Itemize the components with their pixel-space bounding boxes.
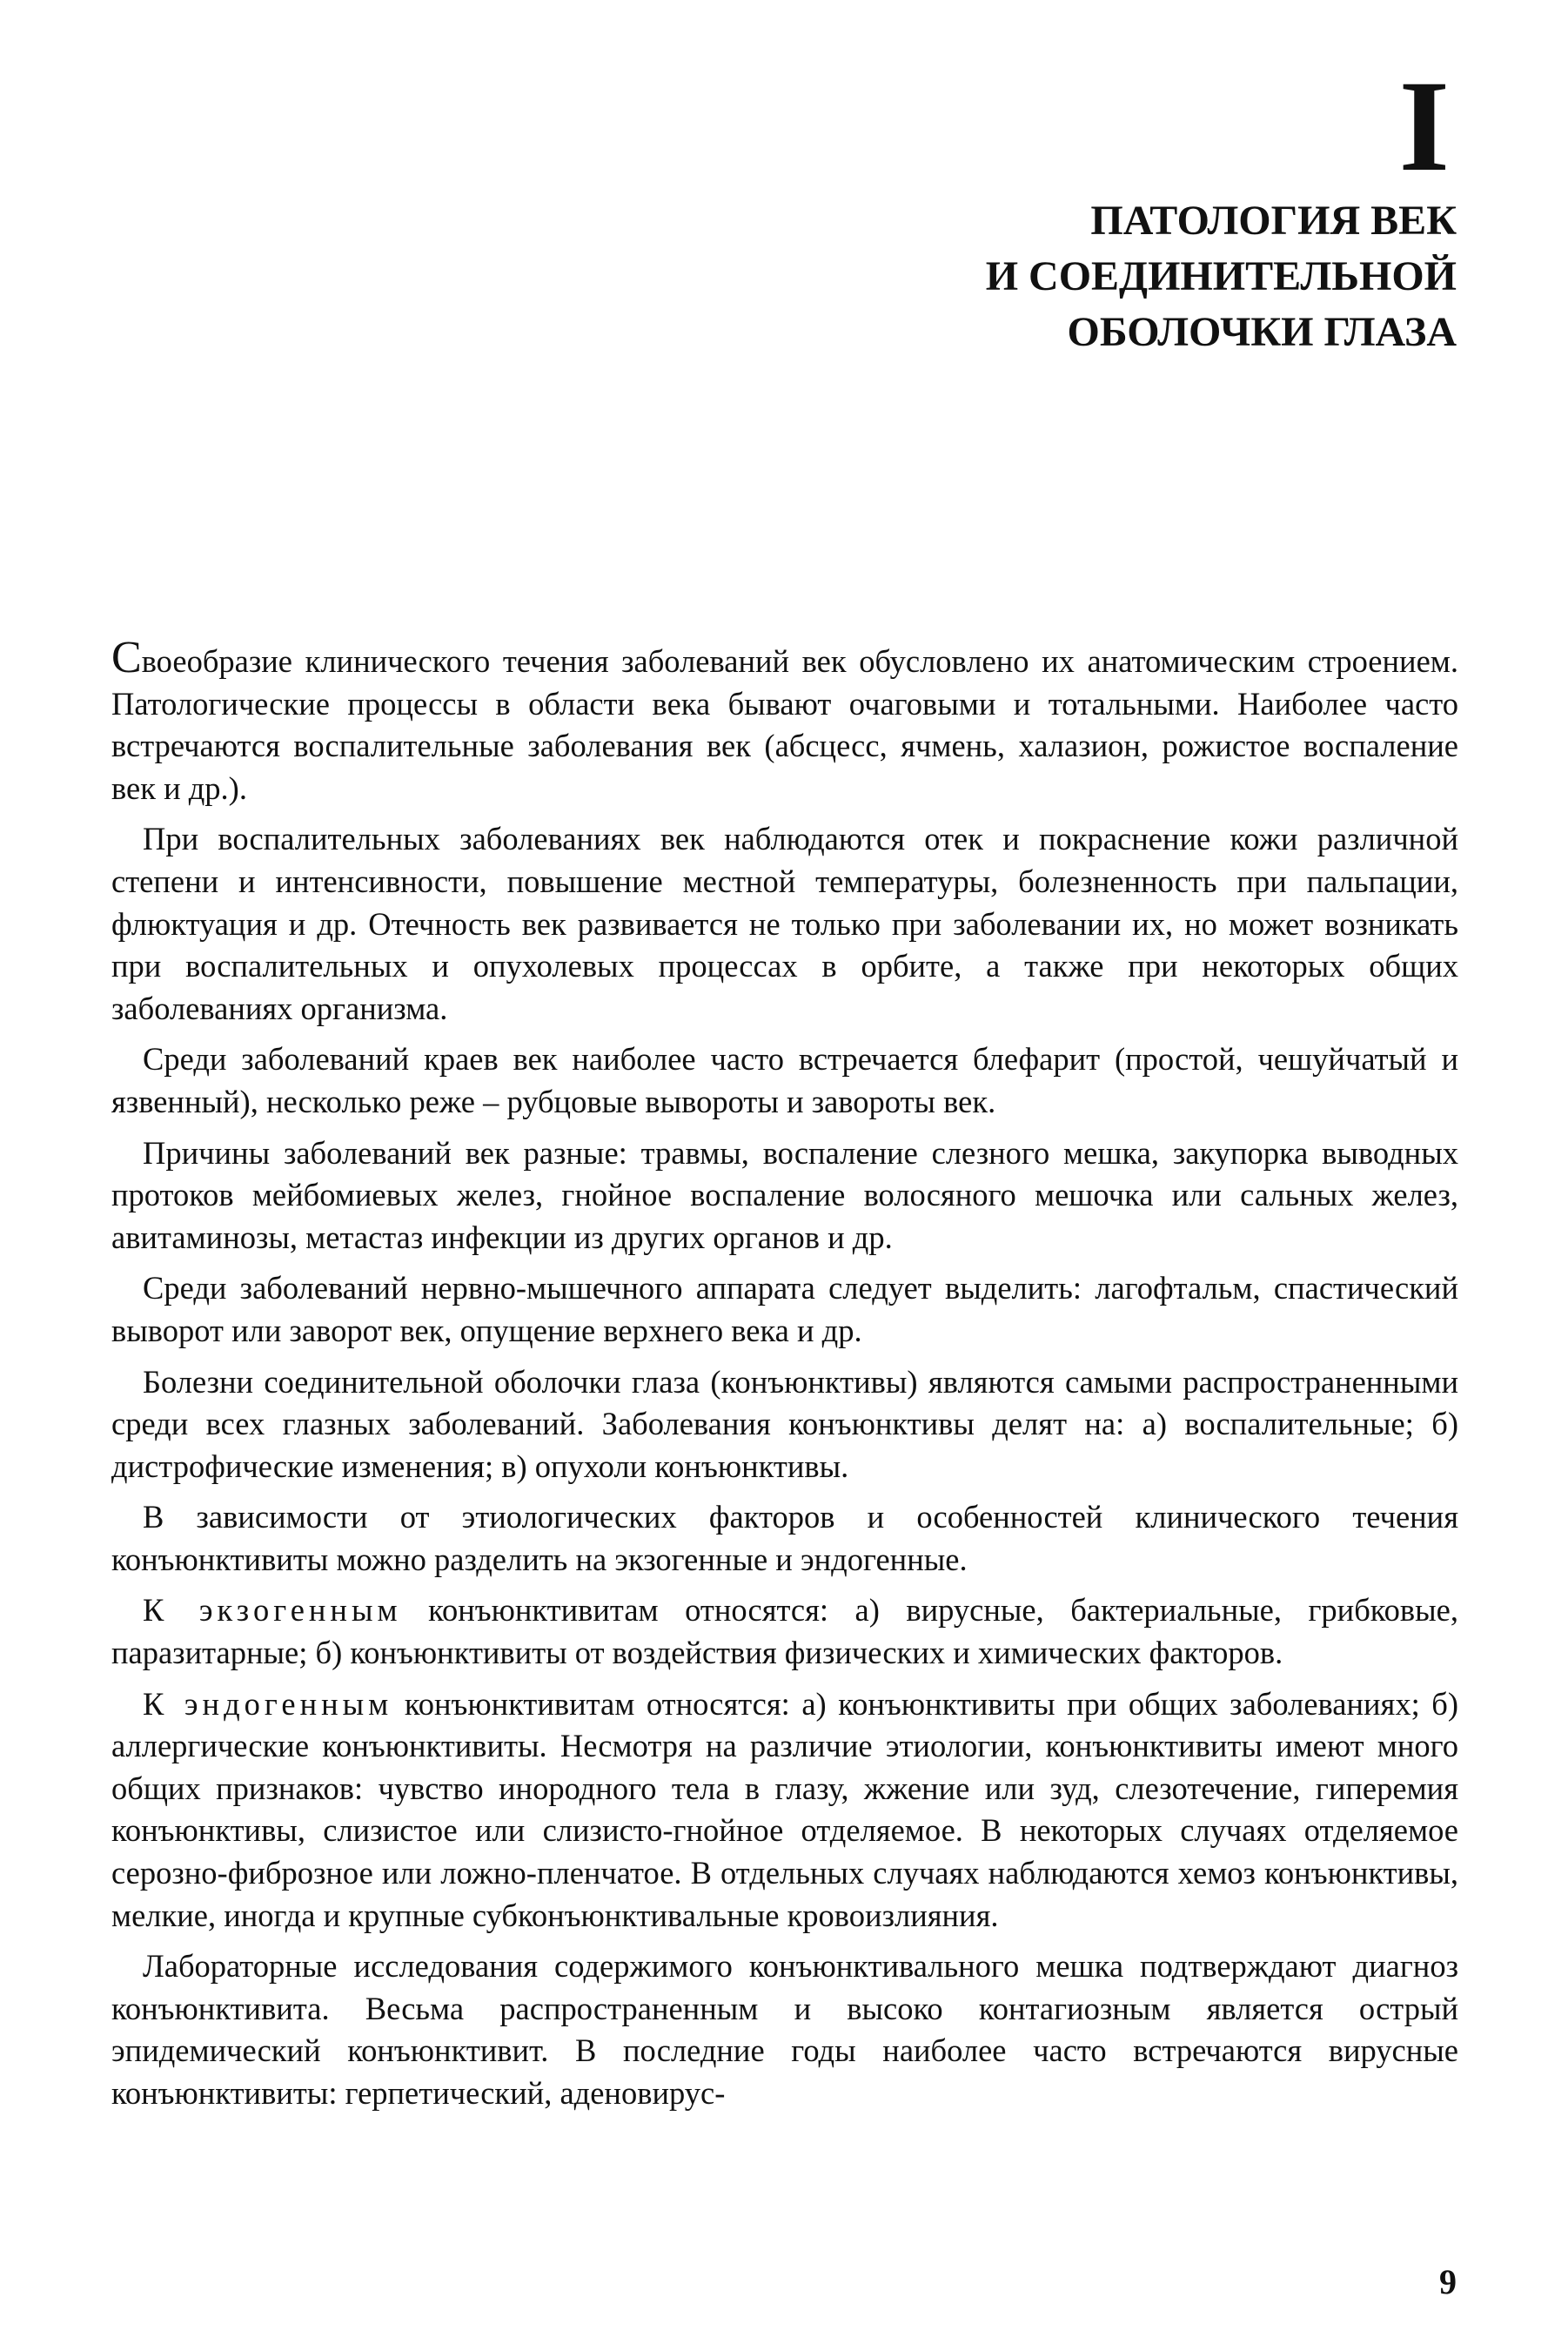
paragraph-text: Болезни соединительной оболочки глаза (конъюнктивы) являются самыми распространенными среди всех глазных заболеваний. Заболевания конъюнктивы делят на: а) воспалительные; б) дистрофические изменения; в) опухоли конъюнктивы. <box>111 1363 1458 1484</box>
paragraph-text: Лабораторные исследования содержимого конъюнктивального мешка подтверждают диагноз конъюнктивита. Весьма распространенным и высоко контагиозным является острый эпидемический конъюнктивит. В последние годы наиболее часто встречаются вирусные конъюнктивиты: герпетический, аденовирус- <box>111 1948 1458 2111</box>
chapter-title-line: ОБОЛОЧКИ ГЛАЗА <box>1067 309 1457 355</box>
chapter-title-line: ПАТОЛОГИЯ ВЕК <box>1090 198 1457 244</box>
paragraph <box>111 818 1458 1030</box>
paragraph-text: Среди заболеваний краев век наиболее часто встречается блефарит (простой, чешуйчатый и язвенный), несколько реже – рубцовые вывороты и завороты век. <box>111 1041 1458 1119</box>
paragraph-text: конъюнктивитам относятся: а) конъюнктивиты при общих заболеваниях; б) аллергические конъюнктивиты. Несмотря на различие этиологии, конъюнктивиты имеют много общих признаков: чувство инородного тела в глазу, жжение или зуд, слезотечение, гиперемия конъюнктивы, слизистое или слизисто-гнойное отделяемое. В некоторых случаях отделяемое серозно-фиброзное или ложно-пленчатое. В отдельных случаях наблюдаются хемоз конъюнктивы, мелкие, иногда и крупные субконъюнктивальные кровоизлияния. <box>111 1685 1458 1933</box>
chapter-numeral: I <box>1398 54 1450 198</box>
paragraph-text: При воспалительных заболеваниях век наблюдаются отек и покраснение кожи различной степени и интенсивности, повышение местной температуры, болезненность при пальпации, флюктуация и др. Отечность век развивается не только при заболевании их, но может возникать при воспалительных и опухолевых процессах в орбите, а также при некоторых общих заболеваниях организма. <box>111 821 1458 1026</box>
spaced-term: К эндогенным <box>143 1685 393 1722</box>
paragraph <box>111 1267 1458 1352</box>
initial-letter: С <box>111 633 142 682</box>
body-text <box>111 633 1458 2124</box>
paragraph <box>111 1361 1458 1488</box>
paragraph-text: воеобразие клинического течения заболеваний век обусловлено их анатомическим строением. Патологические процессы в области века бывают очаговыми и тотальными. Наиболее часто встречаются воспалительные заболевания век (абсцесс, ячмень, халазион, рожистое воспаление век и др.). <box>111 643 1458 806</box>
paragraph-text: Среди заболеваний нервно-мышечного аппарата следует выделить: лагофтальм, спастический выворот или заворот век, опущение верхнего века и др. <box>111 1270 1458 1348</box>
spaced-term: К экзогенным <box>143 1592 402 1629</box>
paragraph <box>111 1132 1458 1259</box>
chapter-title-line: И СОЕДИНИТЕЛЬНОЙ <box>985 253 1457 299</box>
chapter-title <box>986 193 1457 360</box>
paragraph <box>111 1038 1458 1123</box>
paragraph-intro <box>111 633 1458 809</box>
page-number: 9 <box>1439 2262 1457 2301</box>
paragraph <box>111 1683 1458 1938</box>
paragraph <box>111 1496 1458 1581</box>
paragraph-text: Причины заболеваний век разные: травмы, воспаление слезного мешка, закупорка выводных протоков мейбомиевых желез, гнойное воспаление волосяного мешочка или сальных желез, авитаминозы, метастаз инфекции из других органов и др. <box>111 1134 1458 1255</box>
paragraph <box>111 1589 1458 1674</box>
paragraph-text: В зависимости от этиологических факторов и особенностей клинического течения конъюнктивиты можно разделить на экзогенные и эндогенные. <box>111 1499 1458 1577</box>
paragraph-text: конъюнктивитам относятся: а) вирусные, бактериальные, грибковые, паразитарные; б) конъюнктивиты от воздействия физических и химических факторов. <box>111 1592 1458 1671</box>
paragraph <box>111 1945 1458 2114</box>
